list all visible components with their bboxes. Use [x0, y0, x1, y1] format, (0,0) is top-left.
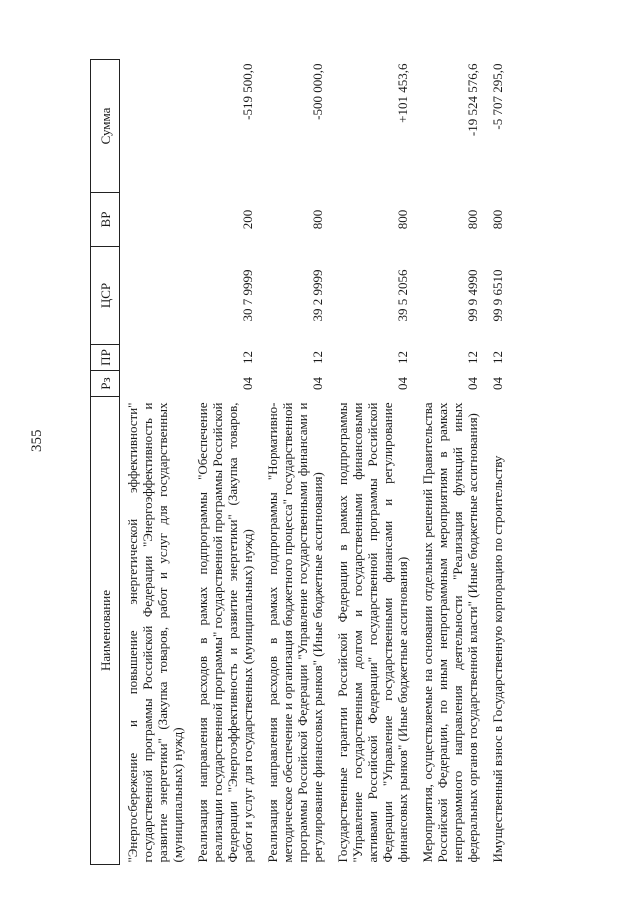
row-name: Государственные гарантии Российской Федерации в рамках подпрограммы "Управление государственным долгом и государственными финансовыми активами Российской Федерации" государственной программы Российской Федерации "Управление государственными финансами и регулирование финансовых рынков" (Иные бюджетные ассигнования): [335, 402, 410, 863]
row-pr: 12: [310, 351, 325, 364]
row-vr: 800: [465, 209, 480, 230]
row-vr: 800: [490, 209, 505, 230]
row-rz: 04: [310, 377, 325, 390]
row-name: Реализация направления расходов в рамках подпрограммы "Нормативно-методическое обеспечение и организация бюджетного процесса" государственной программы Российской Федерации "Управление государственными финансами и регулирование финансовых рынков" (Иные бюджетные ассигнования): [265, 402, 325, 863]
row-sum: -519 500,0: [240, 63, 255, 120]
row-sum: -19 524 576,6: [465, 63, 480, 137]
budget-table: [90, 59, 509, 865]
row-pr: [120, 345, 190, 371]
row-vr: 200: [240, 209, 255, 230]
row-sum: -500 000,0: [310, 63, 325, 120]
header-name: Наименование: [91, 397, 120, 865]
table-row: [189, 60, 259, 865]
row-rz: 04: [395, 377, 410, 390]
row-vr: [120, 193, 190, 247]
header-csr: ЦСР: [91, 247, 120, 345]
row-csr: 39 2 9999: [310, 269, 325, 322]
header-pr: ПР: [91, 345, 120, 371]
row-rz: 04: [240, 377, 255, 390]
row-pr: 12: [490, 351, 505, 364]
table-row: [329, 60, 414, 865]
row-csr: 99 9 4990: [465, 269, 480, 322]
row-pr: 12: [395, 351, 410, 364]
row-pr: 12: [240, 351, 255, 364]
table-row: [484, 60, 509, 865]
page-number: 355: [29, 429, 45, 452]
header-sum: Сумма: [91, 60, 120, 193]
row-vr: 800: [310, 209, 325, 230]
row-csr: [120, 247, 190, 345]
row-pr: 12: [465, 351, 480, 364]
row-name: Имущественный взнос в Государственную корпорацию по строительству: [490, 455, 505, 863]
row-csr: 99 9 6510: [490, 269, 505, 322]
row-sum: -5 707 295,0: [490, 63, 505, 130]
row-name: "Энергосбережение и повышение энергетической эффективности" государственной программы Российской Федерации "Энергоэффективность и развитие энергетики" (Закупка товаров, работ и услуг для государственных (муниципальных) нужд): [125, 402, 185, 863]
row-name: Мероприятия, осуществляемые на основании отдельных решений Правительства Российской Федерации, по иным непрограммным мероприятиям в рамках непрограммного направления деятельности "Реализация функций иных федеральных органов государственной власти" (Иные бюджетные ассигнования): [420, 402, 480, 863]
table-row: [120, 60, 190, 865]
row-rz: 04: [490, 377, 505, 390]
row-csr: 39 5 2056: [395, 269, 410, 322]
row-sum: +101 453,6: [395, 63, 410, 123]
rotated-page: [90, 60, 604, 865]
header-vr: ВР: [91, 193, 120, 247]
row-sum: [120, 60, 190, 193]
table-row: [259, 60, 329, 865]
row-csr: 30 7 9999: [240, 269, 255, 322]
row-name: Реализация направления расходов в рамках подпрограммы "Обеспечение реализации государственной программы" государственной программы Российской Федерации "Энергоэффективность и развитие энергетики" (Закупка товаров, работ и услуг для государственных (муниципальных) нужд): [195, 402, 255, 863]
row-rz: [120, 371, 190, 397]
table-row: [414, 60, 484, 865]
header-rz: Рз: [91, 371, 120, 397]
row-rz: 04: [465, 377, 480, 390]
table-header-row: [91, 60, 120, 865]
row-vr: 800: [395, 209, 410, 230]
